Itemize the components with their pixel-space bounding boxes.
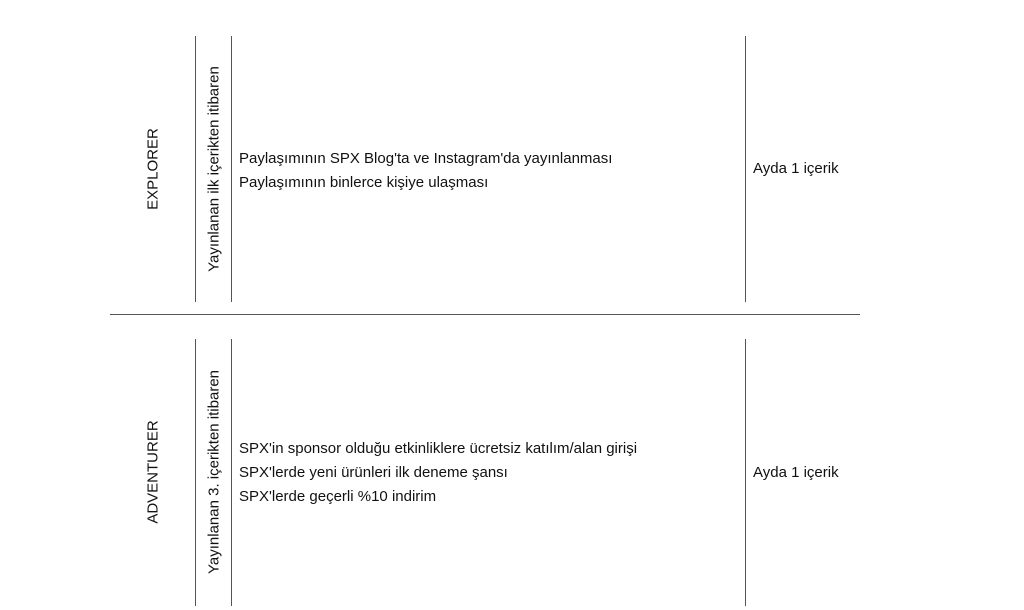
tier-requirement: Yayınlanan ilk içerikten itibaren <box>205 66 223 272</box>
tier-name: EXPLORER <box>144 128 162 210</box>
benefits-list <box>239 437 637 509</box>
benefit-item: Paylaşımının binlerce kişiye ulaşması <box>239 174 489 191</box>
divider-right <box>745 339 746 606</box>
tier-frequency: Ayda 1 içerik <box>753 464 839 481</box>
divider-mid <box>231 339 232 606</box>
benefit-item: SPX'lerde yeni ürünleri ilk deneme şansı <box>239 464 508 481</box>
benefit-item: Paylaşımının SPX Blog'ta ve Instagram'da yayınlanması <box>239 150 613 167</box>
benefit-item: SPX'lerde geçerli %10 indirim <box>239 488 437 505</box>
tier-requirement: Yayınlanan 3. içerikten itibaren <box>205 369 223 575</box>
divider-left <box>195 339 196 606</box>
tier-frequency: Ayda 1 içerik <box>753 160 839 177</box>
tier-name: ADVENTURER <box>144 420 162 524</box>
benefit-item: SPX'in sponsor olduğu etkinliklere ücretsiz katılım/alan girişi <box>239 440 638 457</box>
